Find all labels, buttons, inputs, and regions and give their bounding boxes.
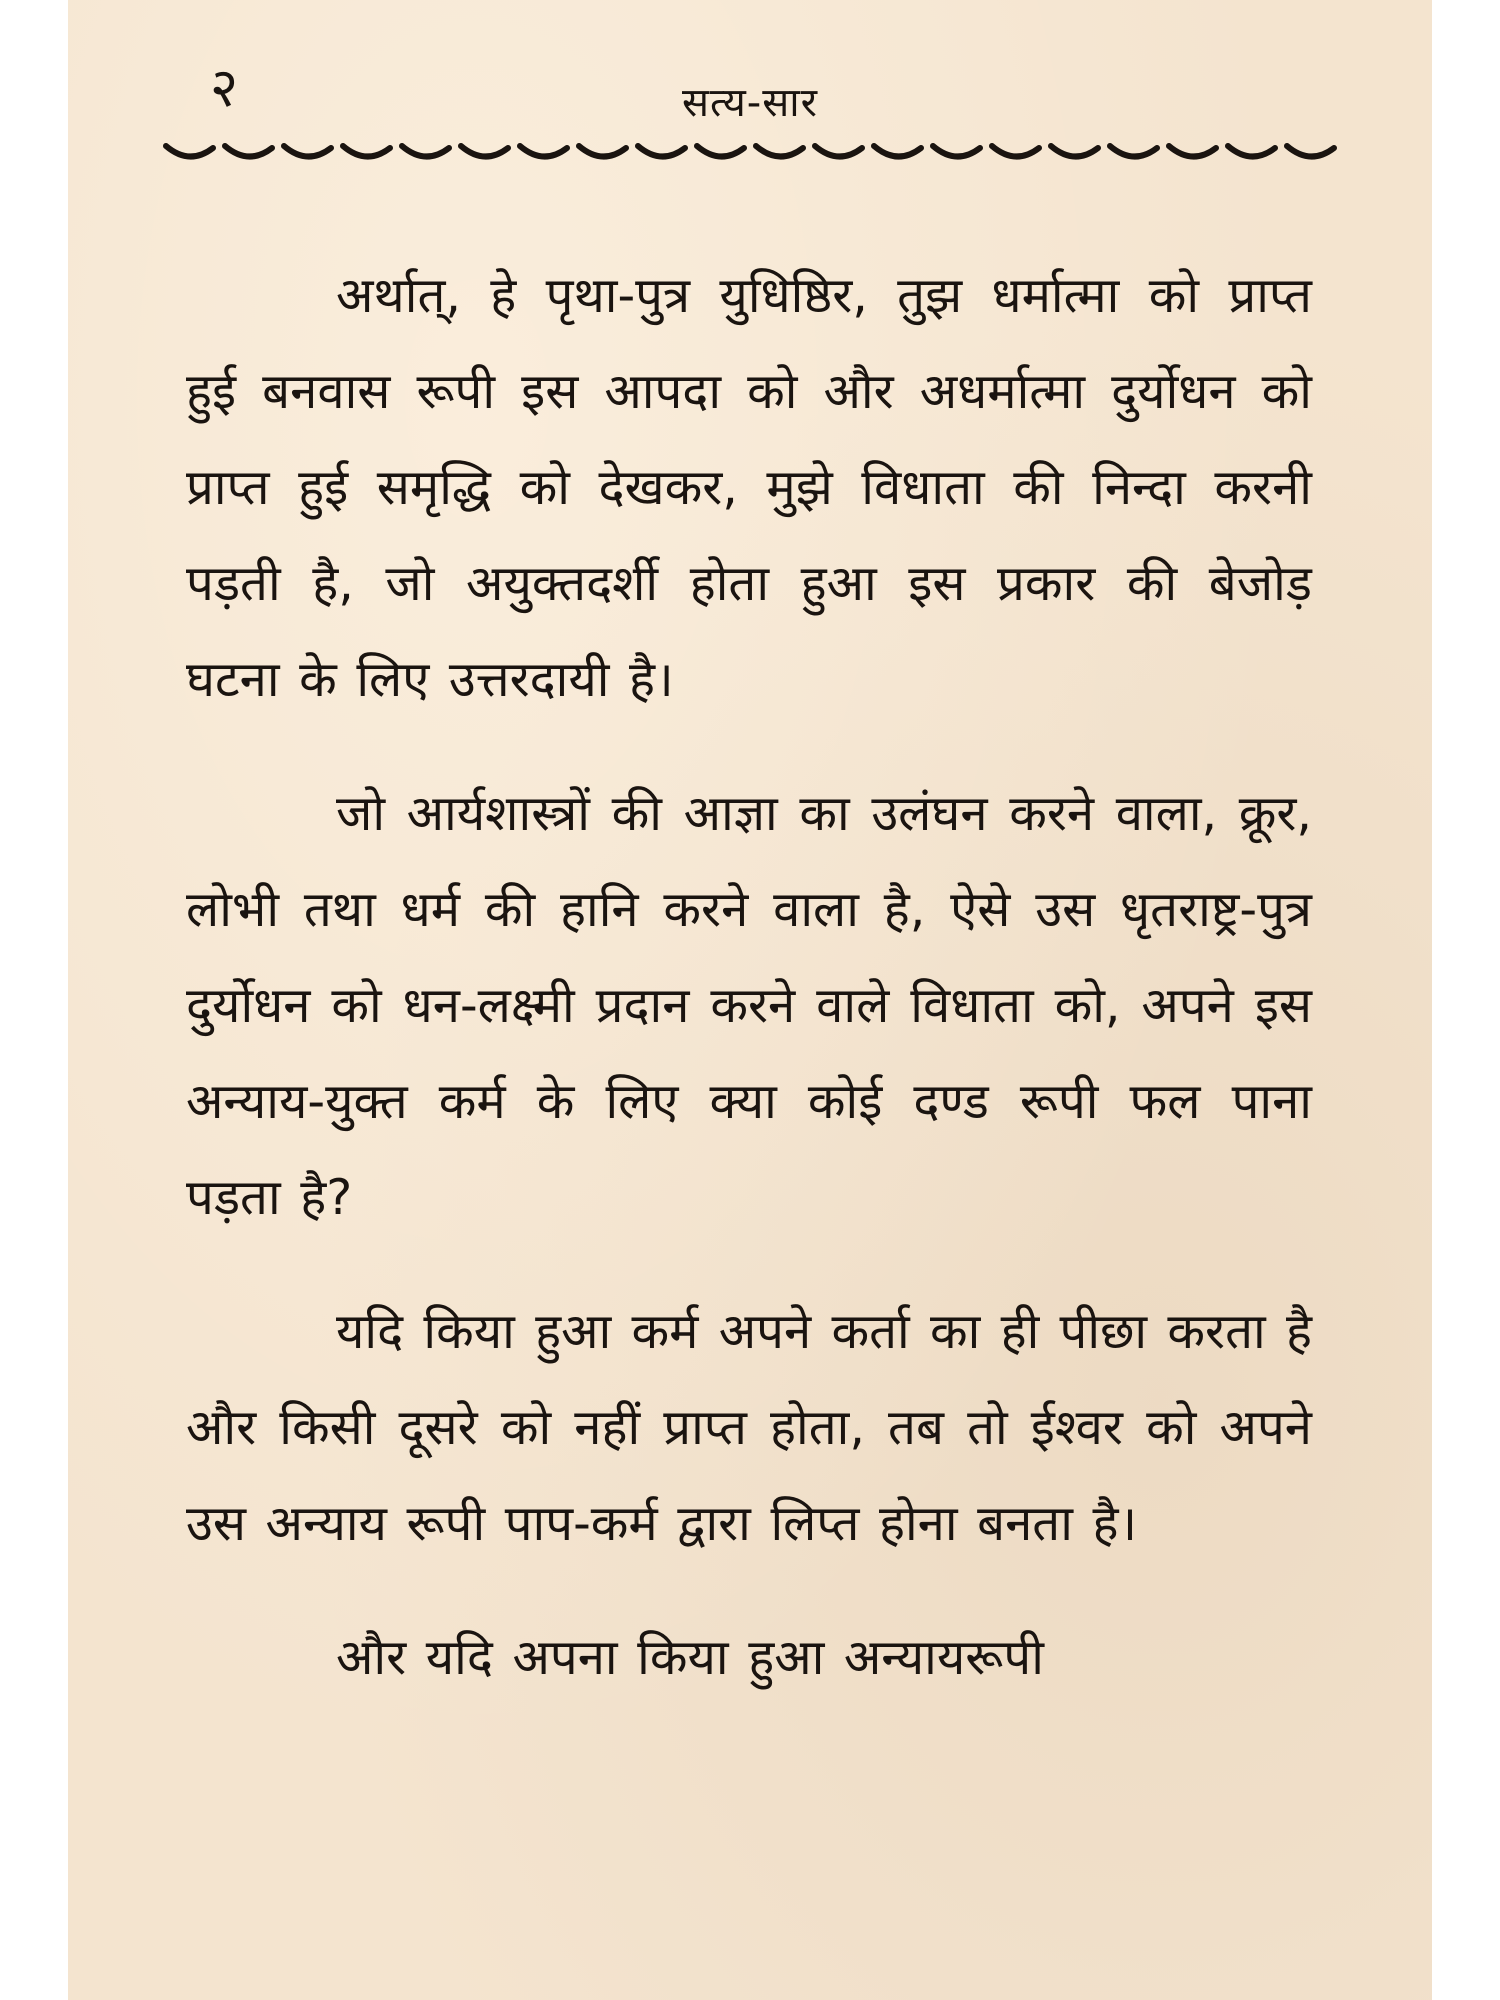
page-number: २ bbox=[210, 56, 239, 119]
body-text bbox=[186, 248, 1312, 1706]
paragraph-3: यदि किया हुआ कर्म अपने कर्ता का ही पीछा करता है और किसी दूसरे को नहीं प्राप्त होता, तब तो ईश्वर को अपने उस अन्याय रूपी पाप-कर्म द्वारा लिप्त होना बनता है। bbox=[186, 1303, 1312, 1552]
decorative-wavy-rule bbox=[160, 136, 1340, 170]
running-title: सत्य-सार bbox=[681, 80, 819, 126]
paragraph-2: जो आर्यशास्त्रों की आज्ञा का उलंघन करने वाला, क्रूर, लोभी तथा धर्म की हानि करने वाला है, ऐसे उस धृतराष्ट्र-पुत्र दुर्योधन को धन-लक्ष्मी प्रदान करने वाले विधाता को, अपने इस अन्याय-युक्त कर्म के लिए क्या कोई दण्ड रूपी फल पाना पड़ता है? bbox=[186, 785, 1312, 1226]
book-page bbox=[68, 0, 1432, 2000]
paragraph-1: अर्थात्, हे पृथा-पुत्र युधिष्ठिर, तुझ धर्मात्मा को प्राप्त हुई बनवास रूपी इस आपदा को और अधर्मात्मा दुर्योधन को प्राप्त हुई समृद्धि को देखकर, मुझे विधाता की निन्दा करनी पड़ती है, जो अयुक्तदर्शी होता हुआ इस प्रकार की बेजोड़ घटना के लिए उत्तरदायी है। bbox=[186, 267, 1312, 708]
paragraph-4: और यदि अपना किया हुआ अन्यायरूपी bbox=[336, 1629, 1044, 1686]
